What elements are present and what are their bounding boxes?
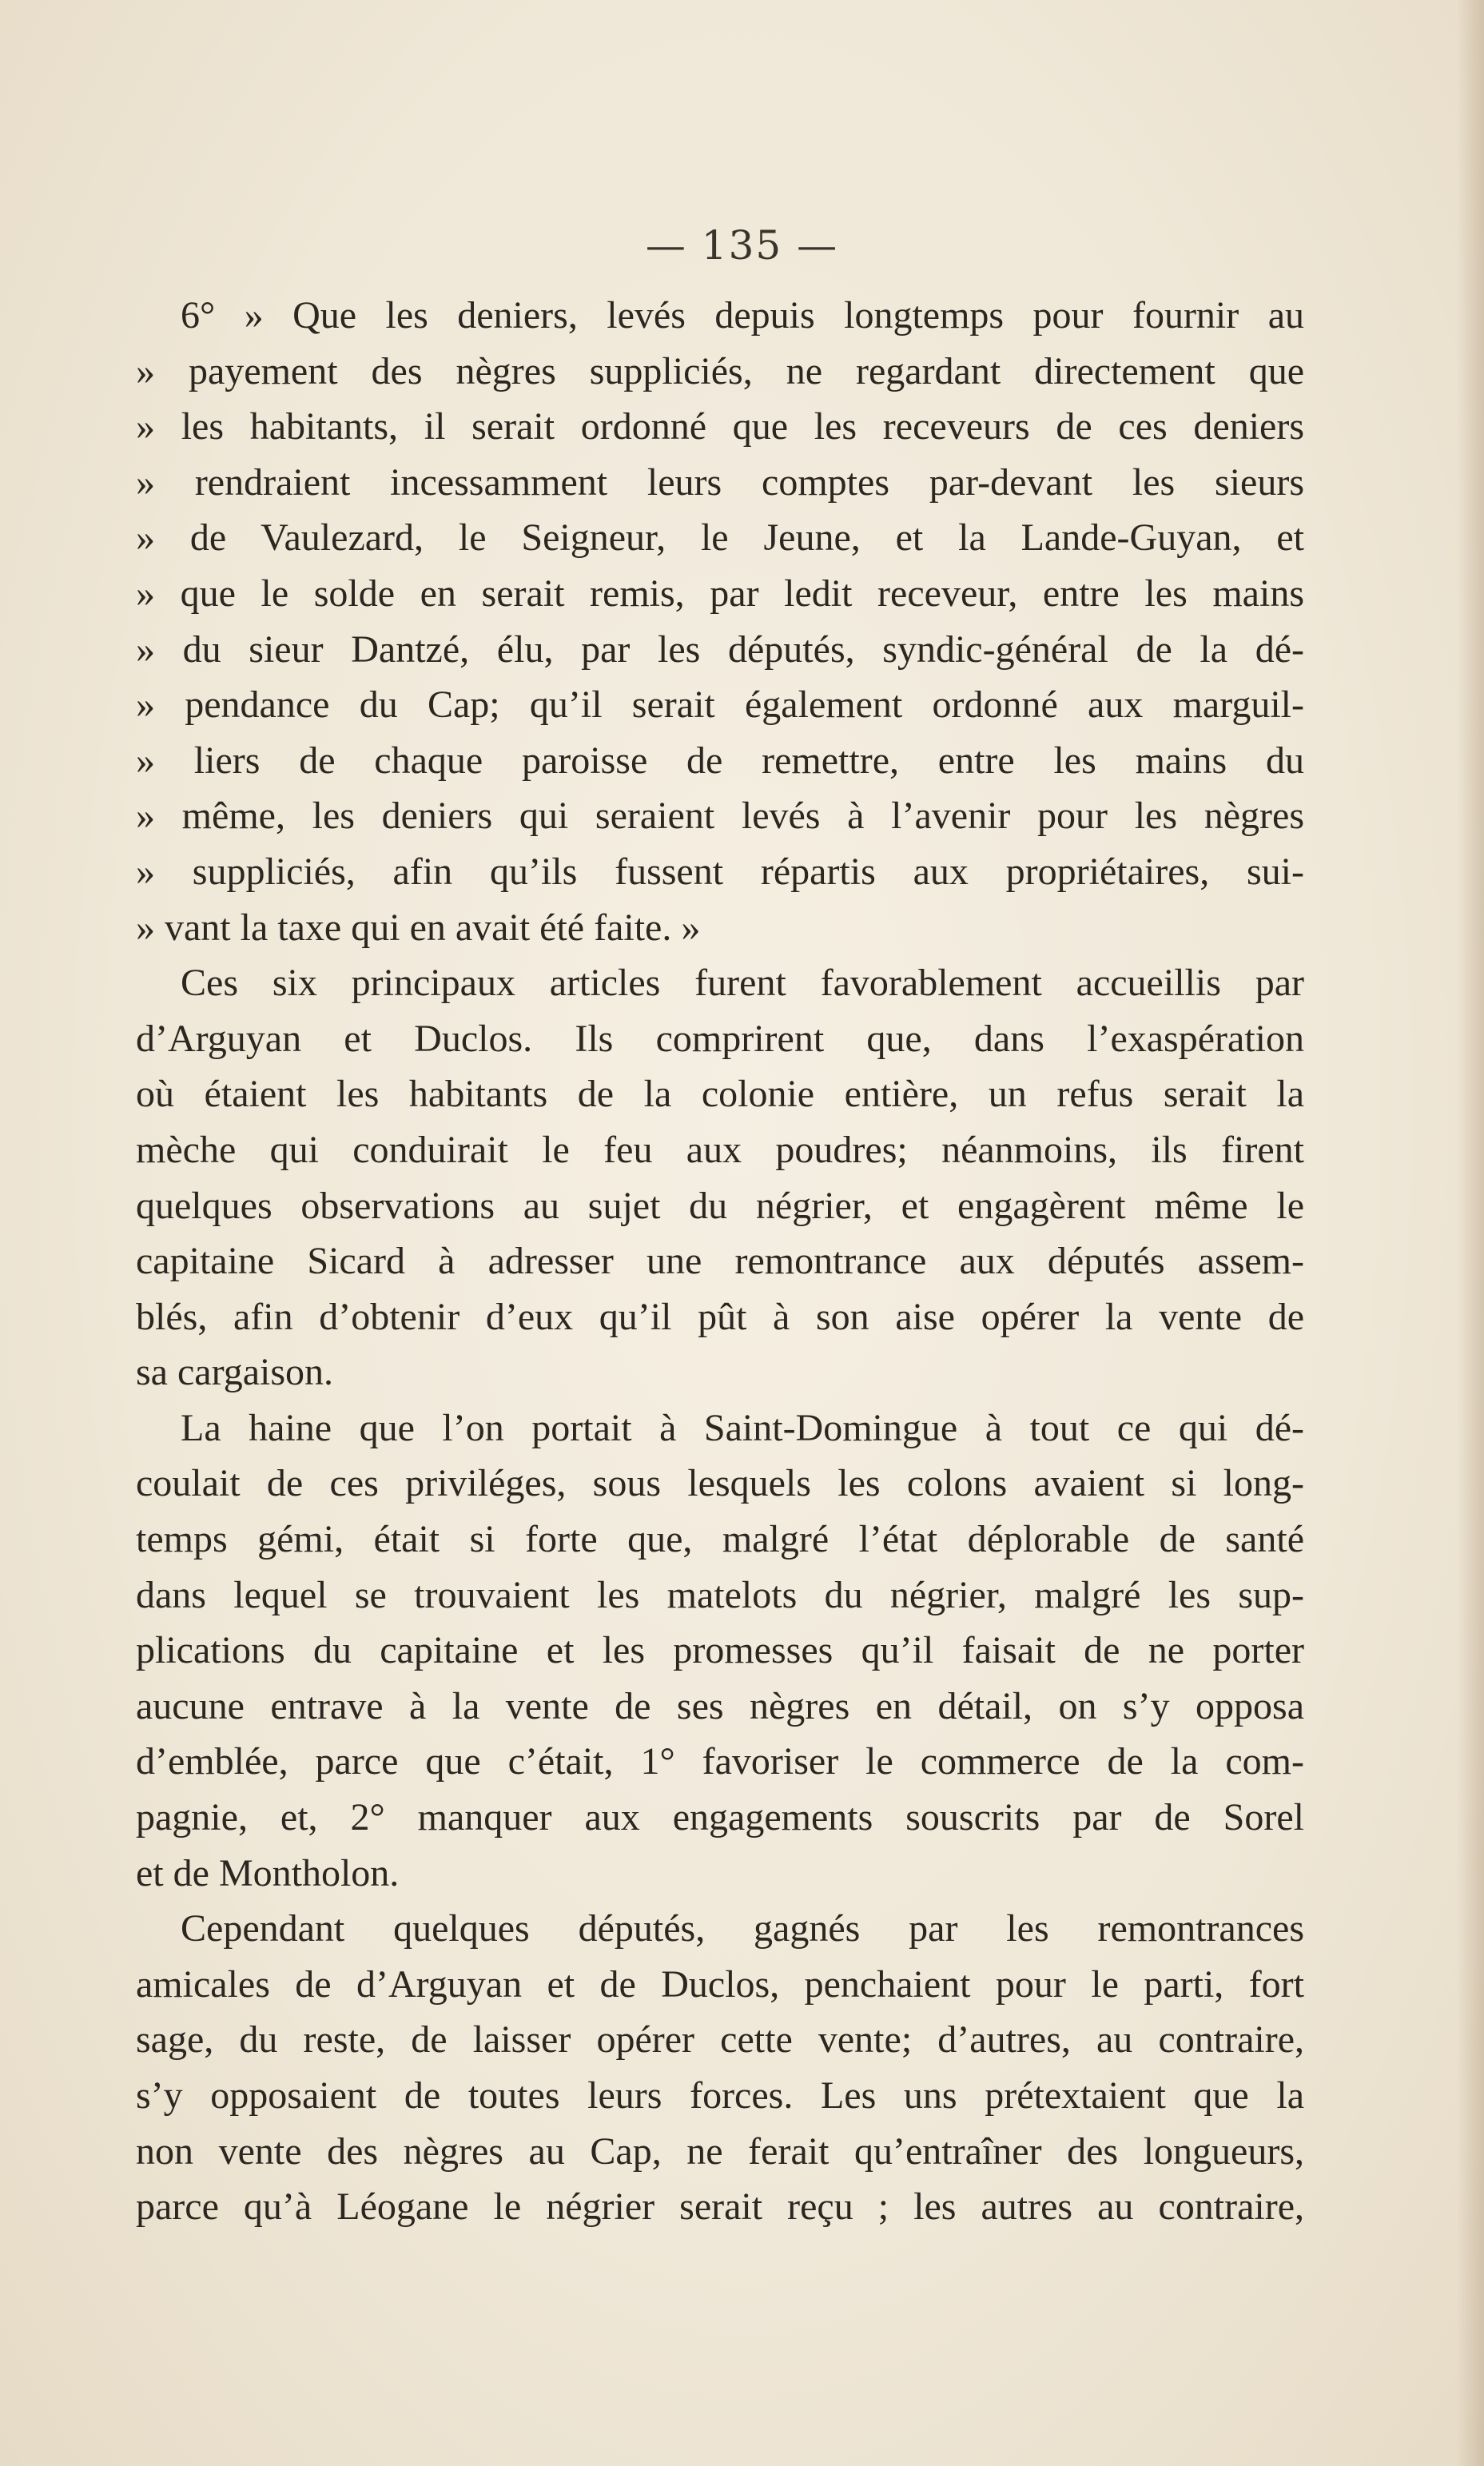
text-line: sage, du reste, de laisser opérer cette vente; d’autres, au contraire, xyxy=(136,2018,1304,2062)
text-line: parce qu’à Léogane le négrier serait reçu ; les autres au contraire, xyxy=(136,2185,1304,2229)
text-line: » suppliciés, afin qu’ils fussent répartis aux propriétaires, sui- xyxy=(136,850,1304,893)
text-line: non vente des nègres au Cap, ne ferait qu’entraîner des longueurs, xyxy=(136,2129,1304,2173)
text-line: s’y opposaient de toutes leurs forces. Les uns prétextaient que la xyxy=(136,2074,1304,2117)
text-line: » pendance du Cap; qu’il serait également ordonné aux marguil- xyxy=(136,683,1304,727)
text-line: capitaine Sicard à adresser une remontrance aux députés assem- xyxy=(136,1240,1304,1283)
text-line: dans lequel se trouvaient les matelots du négrier, malgré les sup- xyxy=(136,1573,1304,1616)
text-line: où étaient les habitants de la colonie entière, un refus serait la xyxy=(136,1073,1304,1116)
text-line: La haine que l’on portait à Saint-Domingue à tout ce qui dé- xyxy=(181,1406,1304,1449)
page-edge-shadow xyxy=(1457,0,1484,2466)
text-line: plications du capitaine et les promesses qu’il faisait de ne porter xyxy=(136,1629,1304,1672)
text-line: sa cargaison. xyxy=(136,1351,334,1394)
text-line: d’Arguyan et Duclos. Ils comprirent que, dans l’exaspération xyxy=(136,1017,1304,1060)
text-line: et de Montholon. xyxy=(136,1851,400,1894)
text-line: » de Vaulezard, le Seigneur, le Jeune, et la Lande-Guyan, et xyxy=(136,516,1304,560)
text-line: » que le solde en serait remis, par ledit receveur, entre les mains xyxy=(136,572,1304,615)
text-line: d’emblée, parce que c’était, 1° favoriser le commerce de la com- xyxy=(136,1740,1304,1783)
page-number: — 135 — xyxy=(645,222,839,269)
text-line: quelques observations au sujet du négrier, et engagèrent même le xyxy=(136,1184,1304,1227)
text-line: » même, les deniers qui seraient levés à l’avenir pour les nègres xyxy=(136,795,1304,838)
text-line: » vant la taxe qui en avait été faite. » xyxy=(136,906,701,949)
text-line: blés, afin d’obtenir d’eux qu’il pût à son aise opérer la vente de xyxy=(136,1295,1304,1338)
text-line: coulait de ces priviléges, sous lesquels les colons avaient si long- xyxy=(136,1462,1304,1505)
text-line: 6° » Que les deniers, levés depuis longtemps pour fournir au xyxy=(181,294,1304,337)
text-line: temps gémi, était si forte que, malgré l’état déplorable de santé xyxy=(136,1518,1304,1561)
body-text xyxy=(136,288,1304,2235)
text-line: Ces six principaux articles furent favorablement accueillis par xyxy=(181,962,1304,1005)
text-line: » payement des nègres suppliciés, ne regardant directement que xyxy=(136,349,1304,392)
text-line: mèche qui conduirait le feu aux poudres; néanmoins, ils firent xyxy=(136,1128,1304,1171)
text-line: » du sieur Dantzé, élu, par les députés, syndic-général de la dé- xyxy=(136,627,1304,671)
text-line: pagnie, et, 2° manquer aux engagements souscrits par de Sorel xyxy=(136,1796,1304,1839)
text-line: » les habitants, il serait ordonné que les receveurs de ces deniers xyxy=(136,405,1304,448)
text-line: » liers de chaque paroisse de remettre, entre les mains du xyxy=(136,739,1304,782)
text-line: Cependant quelques députés, gagnés par les remontrances xyxy=(181,1907,1304,1950)
text-line: amicales de d’Arguyan et de Duclos, penchaient pour le parti, fort xyxy=(136,1962,1304,2006)
text-line: aucune entrave à la vente de ses nègres en détail, on s’y opposa xyxy=(136,1684,1304,1727)
text-line: » rendraient incessamment leurs comptes par-devant les sieurs xyxy=(136,460,1304,504)
